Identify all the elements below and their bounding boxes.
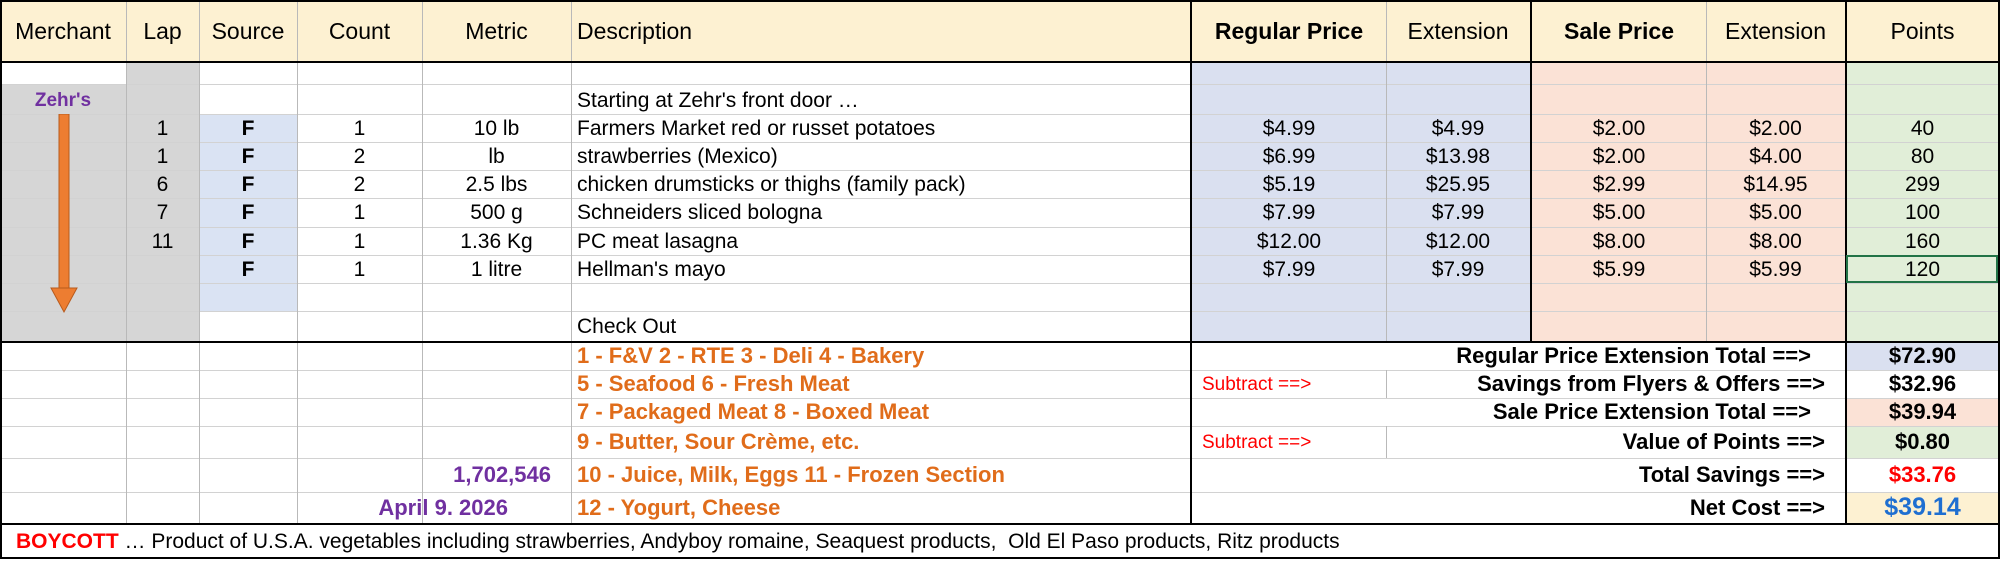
category-line[interactable]: 12 - Yogurt, Cheese bbox=[577, 494, 781, 520]
item-row[interactable] bbox=[0, 142, 2000, 170]
counter-value[interactable]: 1,702,546 bbox=[453, 462, 551, 487]
metric-cell[interactable]: 1 litre bbox=[470, 257, 523, 281]
regular-price-cell[interactable]: $7.99 bbox=[1262, 201, 1316, 224]
header-lap[interactable]: Lap bbox=[143, 18, 182, 44]
merchant-name: Zehr's bbox=[34, 89, 92, 111]
count-cell[interactable]: 1 bbox=[353, 229, 366, 253]
points-value[interactable]: $0.80 bbox=[1894, 429, 1951, 454]
lap-cell[interactable]: 1 bbox=[156, 144, 169, 168]
date-text[interactable]: April 9. 2026 bbox=[378, 494, 508, 520]
subtract-label: Subtract ==> bbox=[1202, 431, 1312, 453]
points-cell[interactable]: 80 bbox=[1910, 144, 1935, 168]
count-cell[interactable]: 2 bbox=[353, 144, 366, 168]
header-regular-price[interactable]: Regular Price bbox=[1214, 18, 1364, 44]
header-regular-extension[interactable]: Extension bbox=[1407, 18, 1509, 44]
lap-cell[interactable]: 6 bbox=[156, 172, 169, 196]
item-row[interactable] bbox=[0, 255, 2000, 283]
sale-extension-cell[interactable]: $5.99 bbox=[1749, 257, 1802, 281]
checkout-text[interactable]: Check Out bbox=[577, 314, 677, 338]
regular-total-value[interactable]: $72.90 bbox=[1888, 343, 1957, 368]
points-cell[interactable]: 40 bbox=[1910, 116, 1935, 140]
regular-extension-cell[interactable]: $7.99 bbox=[1431, 257, 1485, 281]
regular-extension-cell[interactable]: $4.99 bbox=[1431, 116, 1485, 140]
points-cell[interactable]: 299 bbox=[1904, 172, 1941, 196]
sale-price-cell[interactable]: $8.00 bbox=[1592, 229, 1646, 253]
boycott-label: BOYCOTT bbox=[16, 529, 119, 553]
description-cell[interactable]: Schneiders sliced bologna bbox=[577, 201, 823, 224]
description-cell[interactable]: Hellman's mayo bbox=[577, 257, 726, 281]
count-cell[interactable]: 1 bbox=[353, 116, 366, 140]
item-row[interactable] bbox=[0, 227, 2000, 255]
header-metric[interactable]: Metric bbox=[465, 18, 528, 44]
category-line[interactable]: 7 - Packaged Meat 8 - Boxed Meat bbox=[577, 399, 930, 424]
lap-cell[interactable]: 1 bbox=[156, 116, 169, 140]
sale-price-cell[interactable]: $5.99 bbox=[1592, 257, 1646, 281]
count-cell[interactable]: 1 bbox=[353, 201, 366, 224]
net-cost-value[interactable]: $39.14 bbox=[1884, 493, 1961, 521]
merchant-fill-top bbox=[0, 62, 126, 84]
intro-text[interactable]: Starting at Zehr's front door … bbox=[577, 88, 859, 112]
savings-flyers-value[interactable]: $32.96 bbox=[1888, 371, 1957, 396]
lap-cell[interactable]: 7 bbox=[156, 201, 169, 224]
sale-price-cell[interactable]: $5.00 bbox=[1592, 201, 1646, 224]
regular-total-label: Regular Price Extension Total ==> bbox=[1456, 343, 1811, 368]
boycott-row[interactable] bbox=[2, 525, 1998, 557]
points-cell[interactable]: 160 bbox=[1904, 229, 1941, 253]
regular-extension-cell[interactable]: $13.98 bbox=[1425, 144, 1491, 168]
regular-price-cell[interactable]: $7.99 bbox=[1262, 257, 1316, 281]
regular-extension-cell[interactable]: $12.00 bbox=[1425, 229, 1491, 253]
metric-cell[interactable]: lb bbox=[488, 144, 505, 168]
sale-extension-cell[interactable]: $2.00 bbox=[1749, 116, 1802, 140]
sale-extension-cell[interactable]: $4.00 bbox=[1749, 144, 1802, 168]
item-row[interactable] bbox=[0, 198, 2000, 227]
count-cell[interactable]: 1 bbox=[353, 257, 366, 281]
header-sale-extension[interactable]: Extension bbox=[1724, 18, 1826, 44]
category-line[interactable]: 5 - Seafood 6 - Fresh Meat bbox=[577, 371, 850, 396]
category-line[interactable]: 10 - Juice, Milk, Eggs 11 - Frozen Section bbox=[577, 462, 1005, 487]
header-description[interactable]: Description bbox=[577, 18, 693, 44]
regular-price-cell[interactable]: $6.99 bbox=[1262, 144, 1316, 168]
header-count[interactable]: Count bbox=[328, 18, 391, 44]
description-cell[interactable]: strawberries (Mexico) bbox=[577, 144, 778, 168]
sale-total-value[interactable]: $39.94 bbox=[1888, 399, 1957, 424]
lap-cell[interactable]: 11 bbox=[151, 229, 174, 253]
item-row[interactable] bbox=[0, 114, 2000, 142]
regular-price-cell[interactable]: $12.00 bbox=[1256, 229, 1322, 253]
header-sale-price[interactable]: Sale Price bbox=[1564, 18, 1674, 44]
sale-extension-cell[interactable]: $5.00 bbox=[1749, 201, 1802, 224]
source-cell[interactable]: F bbox=[241, 116, 255, 140]
metric-cell[interactable]: 500 g bbox=[470, 201, 523, 224]
source-cell[interactable]: F bbox=[241, 172, 255, 196]
sale-total-label: Sale Price Extension Total ==> bbox=[1492, 399, 1811, 424]
header-source[interactable]: Source bbox=[211, 18, 285, 44]
source-cell[interactable]: F bbox=[241, 257, 255, 281]
metric-cell[interactable]: 2.5 lbs bbox=[465, 172, 528, 196]
boycott-text: … Product of U.S.A. vegetables including strawberries, Andyboy romaine, Seaquest products, Old El Paso products, Ritz products bbox=[118, 529, 1340, 553]
source-cell[interactable]: F bbox=[241, 229, 255, 253]
item-row[interactable] bbox=[0, 170, 2000, 198]
sale-price-cell[interactable]: $2.99 bbox=[1592, 172, 1646, 196]
savings-flyers-label: Savings from Flyers & Offers ==> bbox=[1477, 371, 1825, 396]
sale-price-cell[interactable]: $2.00 bbox=[1592, 144, 1646, 168]
regular-extension-cell[interactable]: $25.95 bbox=[1425, 172, 1491, 196]
total-savings-label: Total Savings ==> bbox=[1638, 462, 1825, 487]
regular-price-cell[interactable]: $5.19 bbox=[1262, 172, 1316, 196]
lap-cell[interactable] bbox=[126, 255, 199, 283]
description-cell[interactable]: PC meat lasagna bbox=[577, 229, 739, 253]
description-cell[interactable]: chicken drumsticks or thighs (family pack) bbox=[577, 172, 966, 196]
sale-extension-cell[interactable]: $8.00 bbox=[1749, 229, 1802, 253]
points-value-label: Value of Points ==> bbox=[1622, 429, 1825, 454]
regular-price-cell[interactable]: $4.99 bbox=[1262, 116, 1316, 140]
regular-extension-cell[interactable]: $7.99 bbox=[1431, 201, 1485, 224]
category-line[interactable]: 9 - Butter, Sour Crème, etc. bbox=[577, 429, 860, 454]
source-cell[interactable]: F bbox=[241, 201, 255, 224]
total-savings-value[interactable]: $33.76 bbox=[1888, 462, 1957, 487]
category-line[interactable]: 1 - F&V 2 - RTE 3 - Deli 4 - Bakery bbox=[577, 343, 925, 368]
source-cell[interactable]: F bbox=[241, 144, 255, 168]
metric-cell[interactable]: 10 lb bbox=[473, 116, 520, 140]
points-cell[interactable]: 120 bbox=[1904, 257, 1941, 281]
header-merchant[interactable]: Merchant bbox=[15, 18, 111, 44]
metric-cell[interactable]: 1.36 Kg bbox=[460, 229, 533, 253]
subtract-label: Subtract ==> bbox=[1202, 373, 1312, 395]
header-points[interactable]: Points bbox=[1890, 18, 1955, 44]
points-cell[interactable]: 100 bbox=[1904, 201, 1941, 224]
description-cell[interactable]: Farmers Market red or russet potatoes bbox=[577, 116, 936, 140]
net-cost-label: Net Cost ==> bbox=[1689, 494, 1825, 520]
sale-price-cell[interactable]: $2.00 bbox=[1592, 116, 1646, 140]
count-cell[interactable]: 2 bbox=[353, 172, 366, 196]
sale-extension-cell[interactable]: $14.95 bbox=[1743, 172, 1808, 196]
